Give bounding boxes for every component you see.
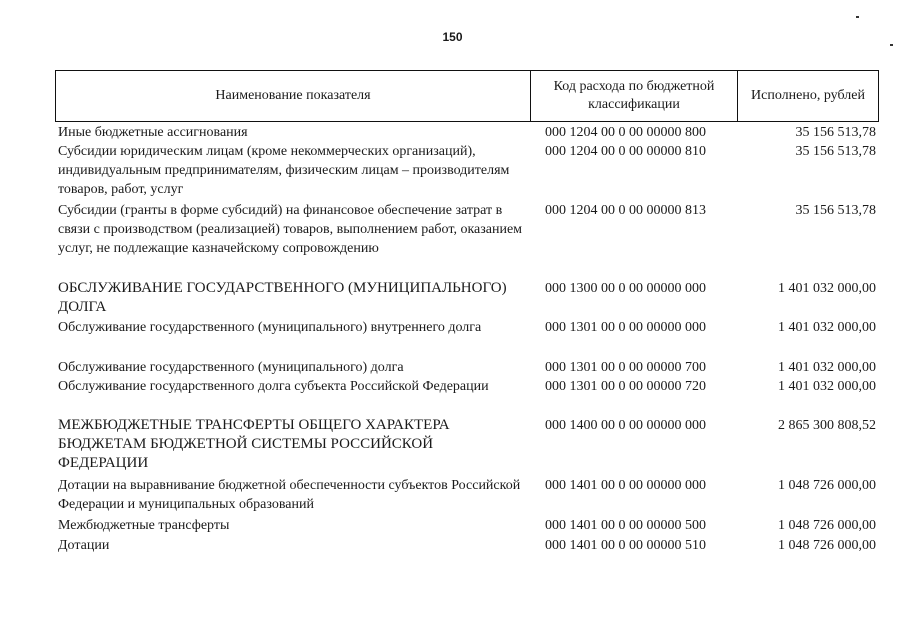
row-code: 000 1301 00 0 00 00000 720 xyxy=(545,379,706,394)
row-name: Иные бюджетные ассигнования xyxy=(58,125,248,140)
row-code: 000 1401 00 0 00 00000 500 xyxy=(545,518,706,533)
row-amount: 35 156 513,78 xyxy=(795,144,876,159)
row-amount: 1 401 032 000,00 xyxy=(778,360,876,375)
row-code: 000 1401 00 0 00 00000 510 xyxy=(545,538,706,553)
row-code: 000 1204 00 0 00 00000 800 xyxy=(545,125,706,140)
row-amount: 35 156 513,78 xyxy=(795,203,876,218)
row-amount: 2 865 300 808,52 xyxy=(778,418,876,433)
row-name: Обслуживание государственного (муниципального) долга xyxy=(58,360,404,375)
row-name: Дотации на выравнивание бюджетной обеспеченности субъектов Российской Федерации и муниципальных образований xyxy=(58,478,521,512)
row-name: Субсидии юридическим лицам (кроме некоммерческих организаций), индивидуальным предпринимателям, физическим лицам – производителям товаров, работ, услуг xyxy=(58,144,510,197)
row-name: ОБСЛУЖИВАНИЕ ГОСУДАРСТВЕННОГО (МУНИЦИПАЛЬНОГО) ДОЛГА xyxy=(58,280,507,315)
row-amount: 1 401 032 000,00 xyxy=(778,320,876,335)
row-amount: 1 401 032 000,00 xyxy=(778,281,876,296)
row-code: 000 1400 00 0 00 00000 000 xyxy=(545,418,706,433)
scan-speck xyxy=(856,16,859,18)
row-code: 000 1300 00 0 00 00000 000 xyxy=(545,281,706,296)
row-code: 000 1204 00 0 00 00000 810 xyxy=(545,144,706,159)
row-name: Обслуживание государственного долга субъекта Российской Федерации xyxy=(58,379,489,394)
page-number: 150 xyxy=(442,30,463,44)
row-name: Обслуживание государственного (муниципального) внутреннего долга xyxy=(58,320,482,335)
row-name: Межбюджетные трансферты xyxy=(58,518,230,533)
header-code: Код расхода по бюджетной классификации xyxy=(531,71,738,121)
row-name: Дотации xyxy=(58,538,110,553)
row-code: 000 1401 00 0 00 00000 000 xyxy=(545,478,706,493)
scan-speck xyxy=(890,44,893,46)
header-amount: Исполнено, рублей xyxy=(751,88,865,103)
row-name: МЕЖБЮДЖЕТНЫЕ ТРАНСФЕРТЫ ОБЩЕГО ХАРАКТЕРА БЮДЖЕТАМ БЮДЖЕТНОЙ СИСТЕМЫ РОССИЙСКОЙ ФЕДЕРАЦИИ xyxy=(58,417,450,471)
header-name: Наименование показателя xyxy=(56,71,531,121)
row-code: 000 1204 00 0 00 00000 813 xyxy=(545,203,706,218)
row-amount: 1 048 726 000,00 xyxy=(778,478,876,493)
row-amount: 35 156 513,78 xyxy=(795,125,876,140)
row-code: 000 1301 00 0 00 00000 700 xyxy=(545,360,706,375)
row-code: 000 1301 00 0 00 00000 000 xyxy=(545,320,706,335)
row-name: Субсидии (гранты в форме субсидий) на финансовое обеспечение затрат в связи с производством (реализацией) товаров, выполнением работ, оказанием услуг, не подлежащие казначейскому сопровождению xyxy=(58,203,523,256)
table-header xyxy=(55,70,879,122)
row-amount: 1 048 726 000,00 xyxy=(778,538,876,553)
row-amount: 1 048 726 000,00 xyxy=(778,518,876,533)
row-amount: 1 401 032 000,00 xyxy=(778,379,876,394)
